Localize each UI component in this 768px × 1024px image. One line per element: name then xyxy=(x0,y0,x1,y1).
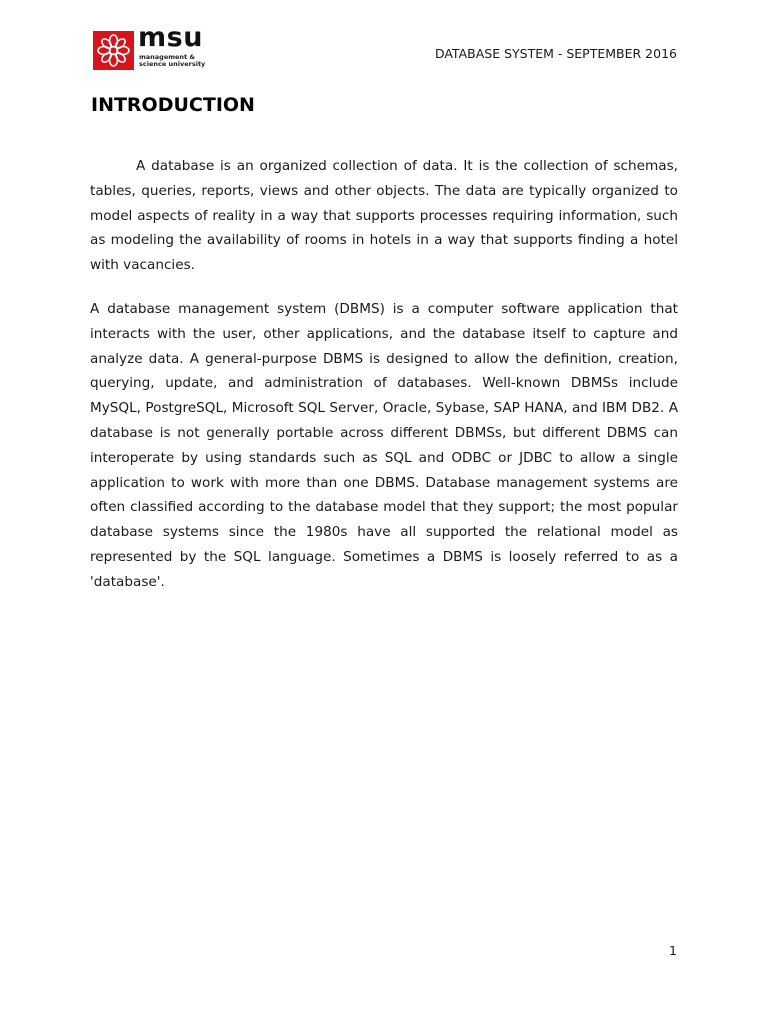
logo-tagline-line-1: management & xyxy=(139,53,196,61)
paragraph-2: A database management system (DBMS) is a computer software application that interacts with the user, other applications, and the database itself to capture and analyze data. A general-purpose DBMS is designed to allow the definition, creation, querying, update, and administration of databases. Well-known DBMSs include MySQL, PostgreSQL, Microsoft SQL Server, Oracle, Sybase, SAP HANA, and IBM DB2. A database is not generally portable across different DBMSs, but different DBMS can interoperate by using standards such as SQL and ODBC or JDBC to allow a single application to work with more than one DBMS. Database management systems are often classified according to the database model that they support; the most popular database systems since the 1980s have all supported the relational model as represented by the SQL language. Sometimes a DBMS is loosely referred to as a 'database'. xyxy=(90,301,678,590)
logo-tagline-line-2: science university xyxy=(139,60,206,68)
msu-flower-emblem-icon xyxy=(93,31,134,70)
running-header-title: DATABASE SYSTEM - SEPTEMBER 2016 xyxy=(434,46,677,61)
logo-tagline xyxy=(139,54,219,68)
section-heading: INTRODUCTION xyxy=(91,94,255,116)
msu-logo xyxy=(93,22,218,72)
paragraph-1: A database is an organized collection of data. It is the collection of schemas, tables, queries, reports, views and other objects. The data are typically organized to model aspects of reality in a way that supports processes requiring information, such as modeling the availability of rooms in hotels in a way that supports finding a hotel with vacancies. xyxy=(90,158,678,274)
logo-wordmark: msu xyxy=(138,22,203,53)
page-number: 1 xyxy=(669,943,677,958)
